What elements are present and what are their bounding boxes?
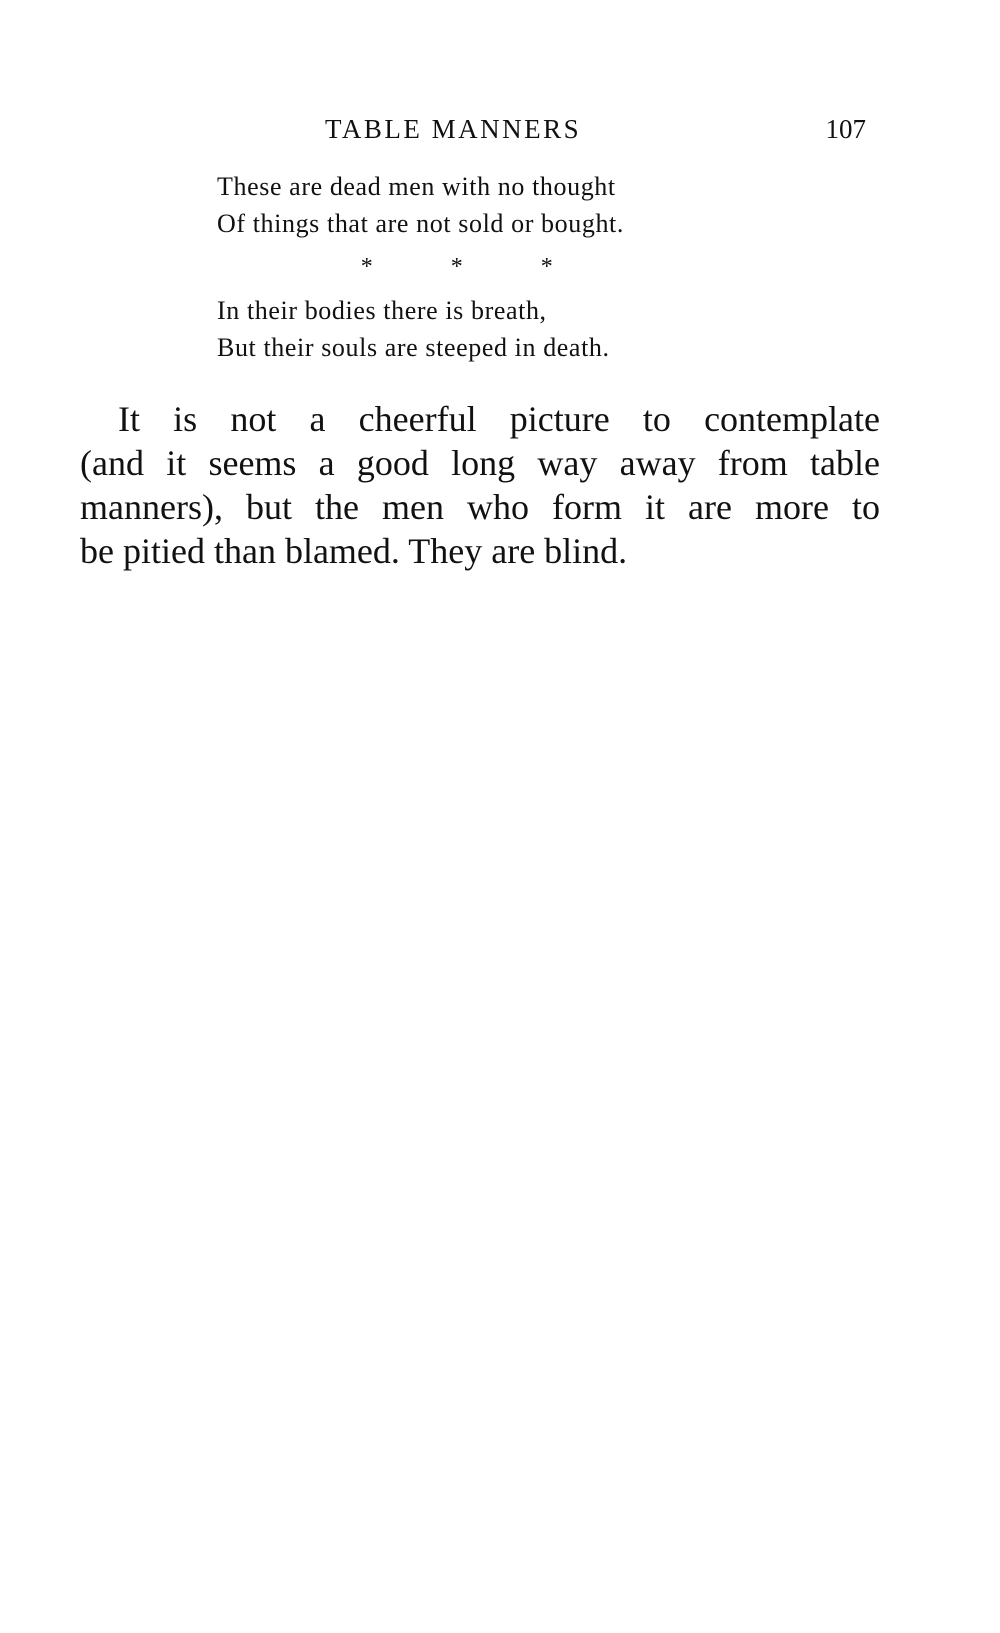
asterisk-ornament: * (540, 254, 554, 280)
running-title: TABLE MANNERS (325, 114, 582, 144)
paragraph-line: (and it seems a good long way away from table (80, 443, 880, 483)
verse-block (217, 168, 624, 366)
verse-line: These are dead men with no thought (217, 172, 616, 201)
asterisk-ornament: * (360, 254, 374, 280)
running-head (80, 114, 880, 154)
paragraph-line: be pitied than blamed. They are blind. (80, 531, 628, 571)
paragraph-line: It is not a cheerful picture to contemplate (118, 399, 880, 439)
body-paragraph (80, 397, 880, 573)
verse-line: But their souls are steeped in death. (217, 333, 610, 362)
verse-line: Of things that are not sold or bought. (217, 209, 624, 238)
page-number: 107 (825, 114, 866, 144)
verse-line: In their bodies there is breath, (217, 296, 547, 325)
paragraph-line: manners), but the men who form it are more to (80, 487, 880, 527)
stanza-separator (357, 252, 624, 282)
asterisk-ornament: * (450, 254, 464, 280)
